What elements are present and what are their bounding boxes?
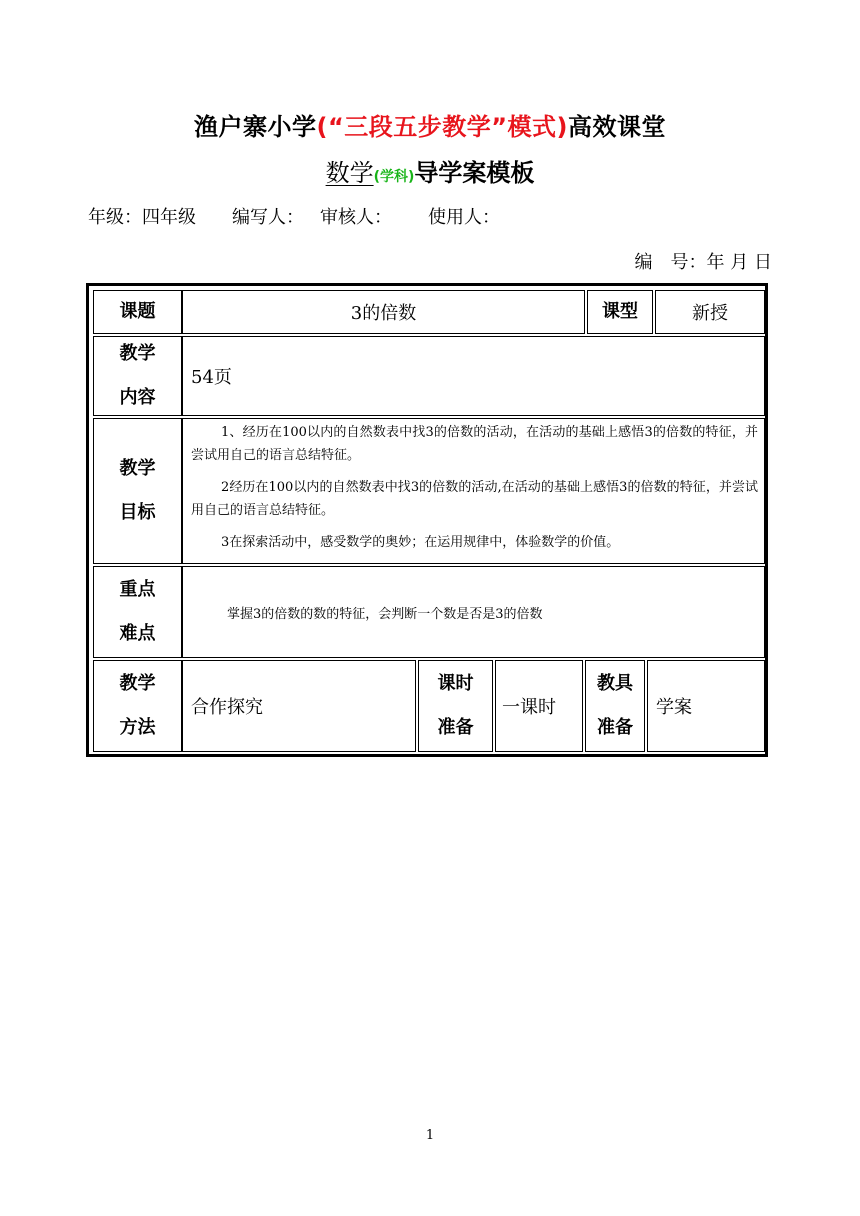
topic-value: 3的倍数 bbox=[182, 290, 585, 334]
tools-label-line2: 准备 bbox=[597, 717, 633, 738]
content-value: 54页 bbox=[182, 336, 765, 416]
type-label: 课型 bbox=[587, 290, 653, 334]
key-label-line2: 难点 bbox=[119, 623, 156, 644]
document-title bbox=[0, 110, 860, 144]
topic-label: 课题 bbox=[93, 290, 182, 334]
lesson-table bbox=[86, 283, 768, 757]
hours-label-line1: 课时 bbox=[437, 673, 474, 694]
method-value: 合作探究 bbox=[182, 660, 416, 752]
template-name: 导学案模板 bbox=[414, 159, 535, 187]
content-label-line2: 内容 bbox=[119, 387, 156, 408]
subject-tag: (学科) bbox=[373, 169, 415, 185]
writer: 编写人： bbox=[232, 207, 304, 228]
goal-item: 3在探索活动中，感受数学的奥妙；在运用规律中，体验数学的价值。 bbox=[221, 535, 620, 550]
method-label-line2: 方法 bbox=[119, 717, 156, 738]
goal-item: 2经历在100以内的自然数表中找3的倍数的活动,在活动的基础上感悟3的倍数的特征，并尝试用自己的语言总结特征。 bbox=[191, 480, 758, 518]
key-value: 掌握3的倍数的数的特征，会判断一个数是否是3的倍数 bbox=[182, 566, 765, 658]
key-label-line1: 重点 bbox=[119, 579, 156, 600]
title-suffix: 高效课堂 bbox=[567, 113, 666, 141]
school-name: 渔户寨小学 bbox=[194, 113, 317, 141]
goal-label bbox=[93, 418, 182, 564]
serial-date: 编 号：年 月 日 bbox=[634, 252, 772, 273]
content-label-line1: 教学 bbox=[119, 343, 156, 364]
tools-label bbox=[585, 660, 645, 752]
page-number: 1 bbox=[425, 1128, 435, 1143]
method-label-line1: 教学 bbox=[119, 673, 156, 694]
hours-label bbox=[418, 660, 493, 752]
document-subtitle bbox=[0, 156, 860, 194]
grade: 年级：四年级 bbox=[88, 207, 196, 228]
user: 使用人： bbox=[428, 207, 500, 228]
hours-label-line2: 准备 bbox=[437, 717, 474, 738]
goal-label-line2: 目标 bbox=[119, 502, 156, 523]
goal-label-line1: 教学 bbox=[119, 458, 156, 479]
reviewer: 审核人： bbox=[320, 207, 392, 228]
method-label bbox=[93, 660, 182, 752]
tools-label-line1: 教具 bbox=[597, 673, 633, 694]
tools-value: 学案 bbox=[647, 660, 765, 752]
goal-item: 1、经历在100以内的自然数表中找3的倍数的活动，在活动的基础上感悟3的倍数的特征，并尝试用自己的语言总结特征。 bbox=[191, 425, 758, 463]
hours-value: 一课时 bbox=[495, 660, 583, 752]
content-label bbox=[93, 336, 182, 416]
key-label bbox=[93, 566, 182, 658]
type-value: 新授 bbox=[655, 290, 765, 334]
meta-line bbox=[88, 204, 536, 232]
teaching-mode: (“三段五步教学”模式) bbox=[316, 113, 568, 141]
subject-name: 数学 bbox=[325, 159, 374, 187]
goal-list bbox=[182, 418, 765, 564]
